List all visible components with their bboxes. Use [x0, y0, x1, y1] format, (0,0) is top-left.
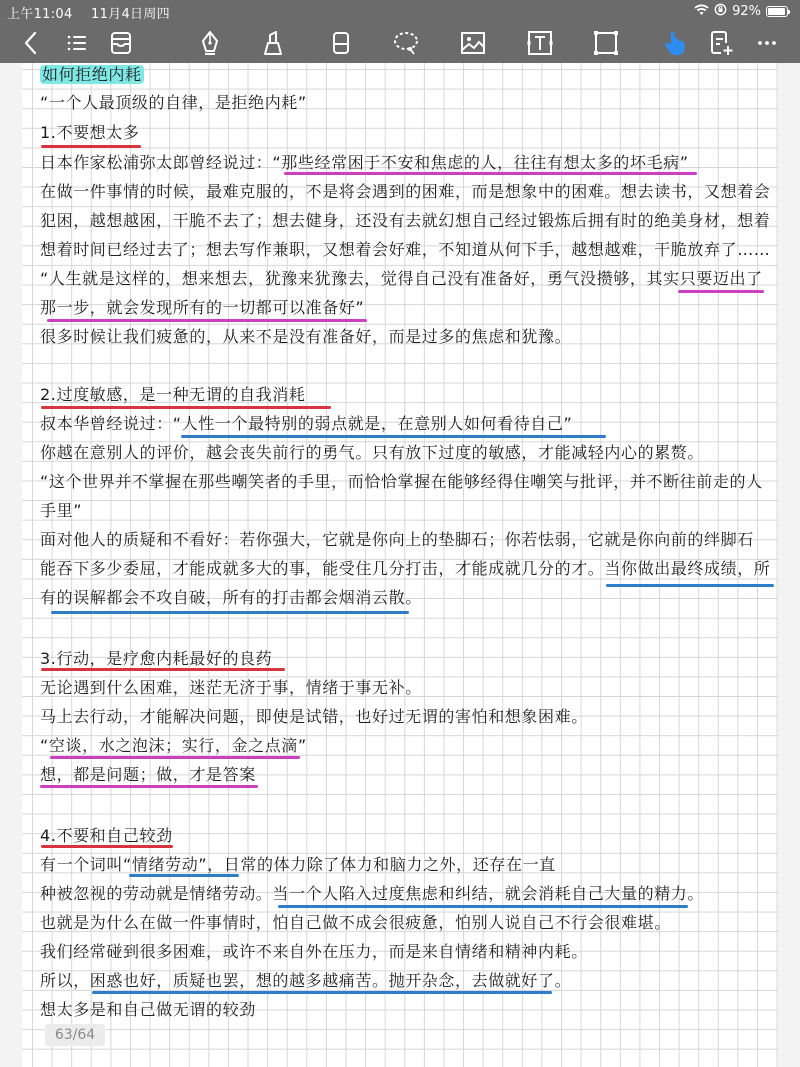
section-heading-3: 3.行动，是疗愈内耗最好的良药: [40, 649, 273, 668]
hand-pointer-icon: [660, 29, 688, 57]
pink-underline-annotation: [47, 319, 367, 322]
shape-tool[interactable]: [589, 26, 623, 60]
blue-underline-annotation: [181, 435, 606, 438]
blue-underline-annotation: [606, 584, 774, 587]
blue-underline-annotation: [129, 874, 239, 877]
note-line: “空谈，水之泡沫；实行，金之点滴”: [40, 736, 307, 755]
lasso-icon: [392, 29, 420, 57]
note-line: “这个世界并不掌握在那些嘲笑者的手里，而恰恰掌握在能够经得住嘲笑与批评，并不断往前走的人: [40, 472, 763, 491]
highlighter-tool[interactable]: [256, 26, 290, 60]
battery-percent: 92%: [732, 4, 761, 19]
add-page-icon: [707, 29, 735, 57]
image-tool[interactable]: [456, 26, 490, 60]
note-line: “人生就是这样的，想来想去，犹豫来犹豫去，觉得自己没有准备好，勇气没攒够，其实只要迈出了: [40, 269, 763, 288]
blue-underline-annotation: [51, 611, 409, 614]
outline-button[interactable]: [60, 26, 94, 60]
add-page-button[interactable]: [704, 26, 738, 60]
note-line: 所以，困惑也好，质疑也罢，想的越多越痛苦。抛开杂念，去做就好了。: [40, 971, 572, 990]
note-title: 如何拒绝内耗: [42, 65, 142, 84]
status-date: 11月4日周四: [91, 7, 170, 22]
section-heading-2: 2.过度敏感，是一种无谓的自我消耗: [40, 385, 306, 404]
tray-icon: [107, 29, 135, 57]
note-line: 在做一件事情的时候，最难克服的，不是将会遇到的困难，而是想象中的困难。想去读书，又想着会: [40, 182, 771, 201]
note-line: 马上去行动，才能解决问题，即使是试错，也好过无谓的害怕和想象困难。: [40, 707, 588, 726]
status-time: 上午11:04: [7, 7, 73, 22]
note-line: 那一步，就会发现所有的一切都可以准备好”: [40, 298, 365, 317]
more-dots-icon: [753, 29, 781, 57]
page-margin-right: [778, 63, 800, 1067]
section-heading-4: 4.不要和自己较劲: [40, 826, 173, 845]
battery-icon: [766, 6, 788, 17]
note-line: 也就是为什么在做一件事情时，怕自己做不成会很疲惫，怕别人说自己不行会很难堪。: [40, 913, 671, 932]
note-line: 想着时间已经过去了；想去写作兼职，又想着会好难，不知道从何下手，越想越难，干脆放弃了……: [40, 240, 771, 259]
note-line: 想，都是问题；做，才是答案: [40, 765, 256, 784]
note-line: 犯困，越想越困，干脆不去了；想去健身，还没有去就幻想自己经过锻炼后拥有时的绝美身材，想着: [40, 211, 771, 230]
chevron-left-icon: [17, 29, 45, 57]
note-line: 日本作家松浦弥太郎曾经说过：“那些经常困于不安和焦虑的人，往往有想太多的坏毛病”: [40, 153, 689, 172]
note-line: 叔本华曾经说过：“人性一个最特别的弱点就是，在意别人如何看待自己”: [40, 414, 573, 433]
note-line: 很多时候让我们疲惫的，从来不是没有准备好，而是过多的焦虑和犹豫。: [40, 327, 572, 346]
section-heading-1: 1.不要想太多: [40, 123, 140, 142]
image-icon: [459, 29, 487, 57]
list-icon: [63, 29, 91, 57]
pink-underline-annotation: [678, 290, 764, 293]
note-line: 有一个词叫“情绪劳动”，日常的体力除了体力和脑力之外，还存在一直: [40, 855, 556, 874]
note-line: 想太多是和自己做无谓的较劲: [40, 1000, 256, 1019]
bookmarks-button[interactable]: [104, 26, 138, 60]
note-line: 种被忽视的劳动就是情绪劳动。当一个人陷入过度焦虑和纠结，就会消耗自己大量的精力。: [40, 884, 705, 903]
pink-underline-annotation: [40, 785, 258, 788]
red-underline-annotation: [41, 406, 331, 409]
red-underline-annotation: [41, 845, 173, 848]
note-line: 你越在意别人的评价，越会丧失前行的勇气。只有放下过度的敏感，才能减轻内心的累赘。: [40, 443, 705, 462]
pink-underline-annotation: [284, 172, 697, 175]
fountain-pen-icon: [196, 29, 224, 57]
note-line: 有的误解都会不攻自破，所有的打击都会烟消云散。: [40, 588, 422, 607]
pink-underline-annotation: [50, 756, 300, 759]
pen-tool[interactable]: [193, 26, 227, 60]
eraser-icon: [327, 29, 355, 57]
text-box-icon: [526, 29, 554, 57]
note-line: “一个人最顶级的自律，是拒绝内耗”: [40, 93, 307, 112]
note-line: 手里”: [40, 501, 83, 520]
status-bar: [0, 0, 800, 22]
note-line: 面对他人的质疑和不看好：若你强大，它就是你向上的垫脚石；你若怯弱，它就是你向前的绊脚石: [40, 530, 754, 549]
hand-tool[interactable]: [657, 26, 691, 60]
app-top-bar: [0, 0, 800, 63]
lasso-tool[interactable]: [389, 26, 423, 60]
blue-underline-annotation: [92, 991, 552, 994]
more-button[interactable]: [750, 26, 784, 60]
eraser-tool[interactable]: [324, 26, 358, 60]
orientation-lock-icon: [714, 3, 727, 20]
back-button[interactable]: [14, 26, 48, 60]
page-indicator: 63/64: [45, 1024, 105, 1046]
red-underline-annotation: [41, 145, 141, 148]
highlighter-icon: [259, 29, 287, 57]
toolbar: [0, 26, 800, 62]
page-margin-left: [0, 63, 22, 1067]
text-tool[interactable]: [523, 26, 557, 60]
wifi-icon: [694, 4, 709, 20]
note-line: 我们经常碰到很多困难，或许不来自外在压力，而是来自情绪和精神内耗。: [40, 942, 588, 961]
note-line: 无论遇到什么困难，迷茫无济于事，情绪于事无补。: [40, 678, 422, 697]
note-line: 能吞下多少委屈，才能成就多大的事，能受住几分打击，才能成就几分的才。当你做出最终成绩，所: [40, 559, 771, 578]
red-underline-annotation: [41, 668, 285, 671]
blue-underline-annotation: [278, 905, 688, 908]
shape-square-icon: [592, 29, 620, 57]
